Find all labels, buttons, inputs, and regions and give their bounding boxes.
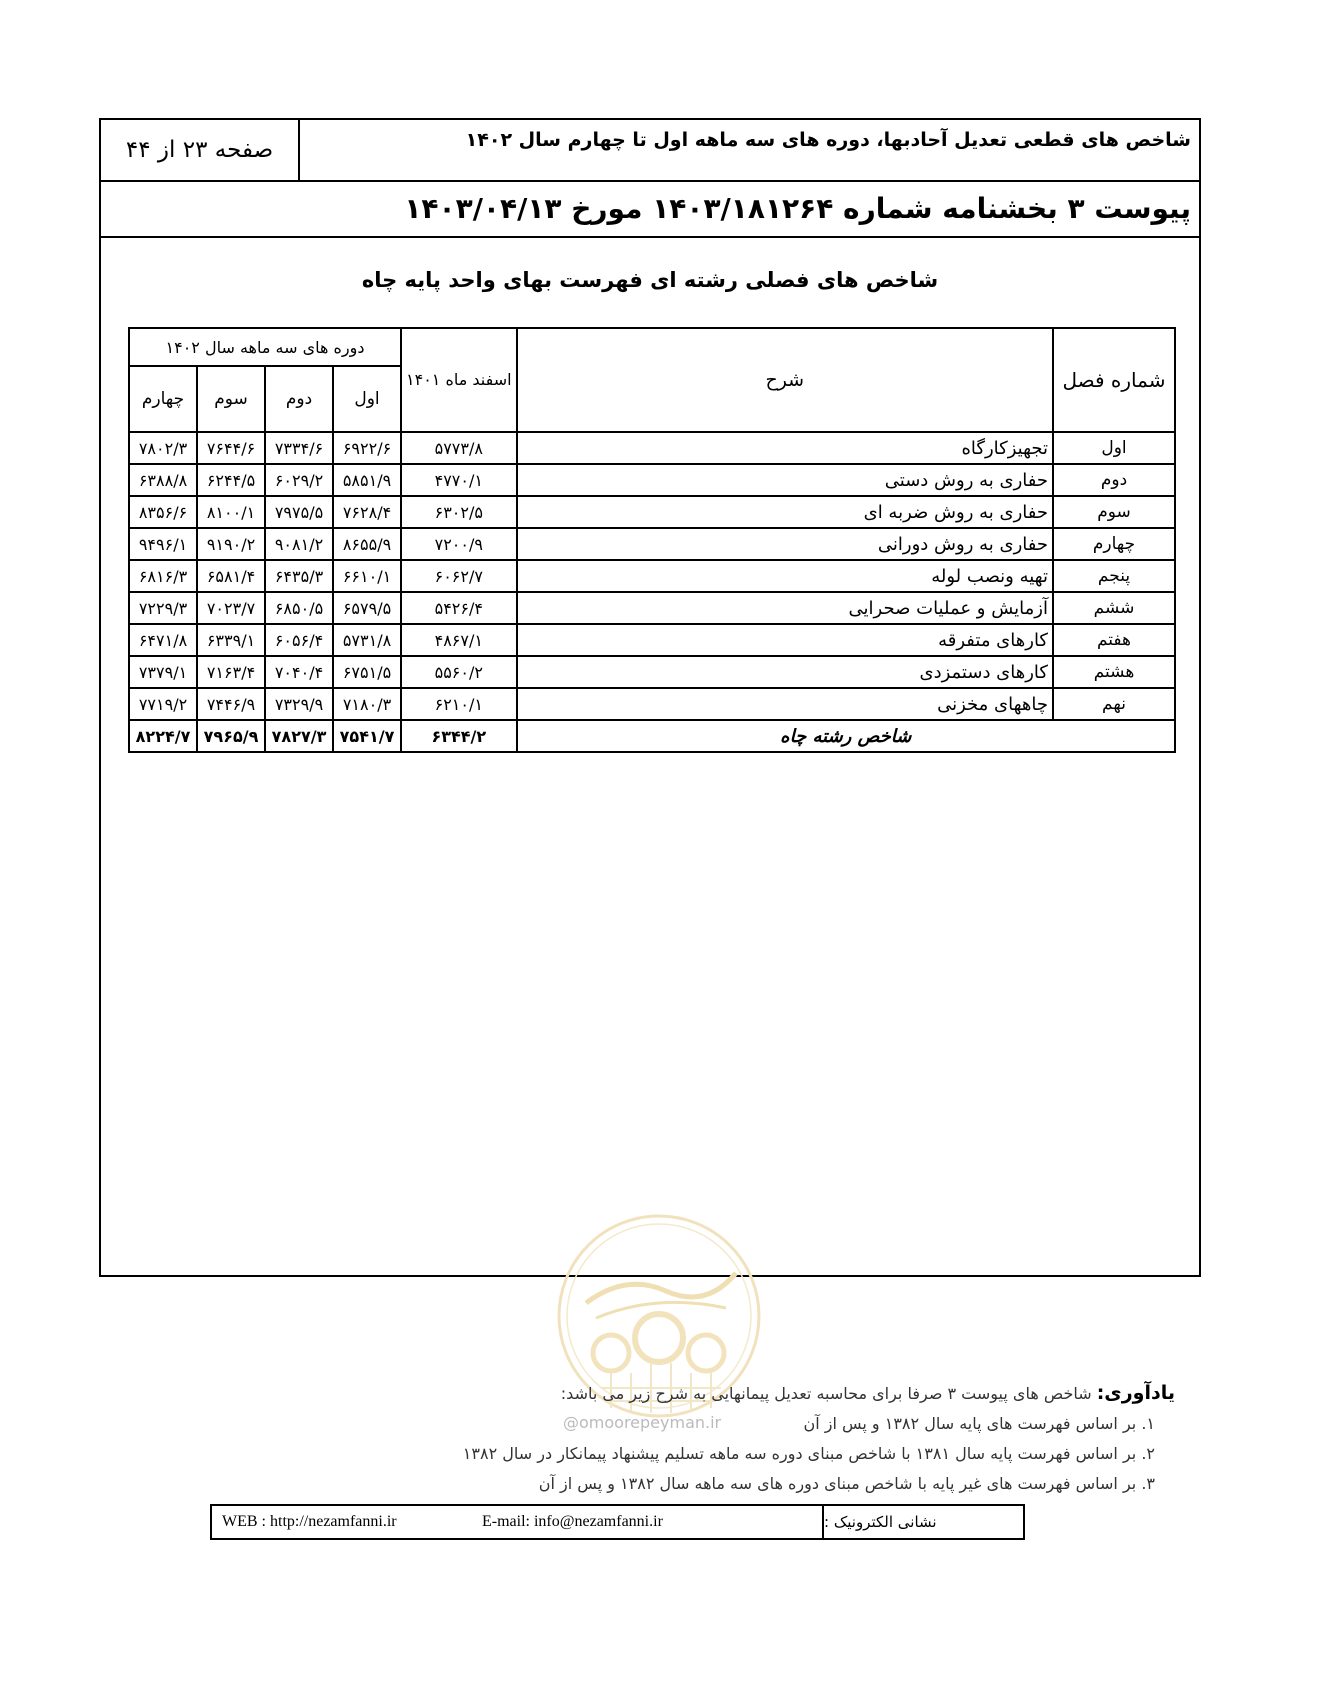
cell-quarter: ۶۷۵۱/۵ [333,656,401,688]
footer-web: WEB : http://nezamfanni.ir [222,1513,397,1530]
cell-quarter: ۶۸۵۰/۵ [265,592,333,624]
table-row [129,624,1175,656]
col-chapter-header: شماره فصل [1053,328,1175,432]
cell-quarter: ۹۱۹۰/۲ [197,528,265,560]
col-description-header: شرح [517,328,1053,432]
note-item: ۱. بر اساس فهرست های پایه سال ۱۳۸۲ و پس از آن [803,1414,1155,1433]
cell-description: تهیه ونصب لوله [517,560,1053,592]
notes-label: یادآوری: [1096,1382,1175,1404]
cell-quarter: ۸۶۵۵/۹ [333,528,401,560]
cell-description: کارهای متفرقه [517,624,1053,656]
cell-quarter: ۷۱۸۰/۳ [333,688,401,720]
total-label: شاخص رشته چاه [517,720,1175,752]
cell-chapter: سوم [1053,496,1175,528]
col-quarters-group-header: دوره های سه ماهه سال ۱۴۰۲ [129,328,401,366]
cell-description: حفاری به روش دستی [517,464,1053,496]
cell-quarter: ۶۳۳۹/۱ [197,624,265,656]
cell-quarter: ۷۳۳۴/۶ [265,432,333,464]
notes-intro: شاخص های پیوست ۳ صرفا برای محاسبه تعدیل پیمانهایی به شرح زیر می باشد: [560,1384,1092,1403]
cell-chapter: نهم [1053,688,1175,720]
cell-quarter: ۷۶۲۸/۴ [333,496,401,528]
cell-chapter: هفتم [1053,624,1175,656]
cell-quarter: ۶۴۳۵/۳ [265,560,333,592]
page-number: صفحه ۲۳ از ۴۴ [101,120,300,180]
cell-chapter: دوم [1053,464,1175,496]
cell-esfand: ۴۷۷۰/۱ [401,464,517,496]
cell-esfand: ۵۵۶۰/۲ [401,656,517,688]
cell-quarter: ۷۵۴۱/۷ [333,720,401,752]
cell-chapter: چهارم [1053,528,1175,560]
table-row [129,528,1175,560]
col-quarter-header: اول [333,366,401,432]
cell-quarter: ۶۹۲۲/۶ [333,432,401,464]
cell-quarter: ۵۷۳۱/۸ [333,624,401,656]
cell-quarter: ۷۷۱۹/۲ [129,688,197,720]
cell-description: تجهیزکارگاه [517,432,1053,464]
notes-block [275,1378,1175,1499]
index-table [128,327,1176,753]
notes-intro-line [275,1378,1175,1409]
cell-chapter: اول [1053,432,1175,464]
cell-quarter: ۸۲۲۴/۷ [129,720,197,752]
cell-description: چاههای مخزنی [517,688,1053,720]
cell-chapter: هشتم [1053,656,1175,688]
footer-email: E-mail: info@nezamfanni.ir [482,1513,663,1530]
table-row [129,688,1175,720]
cell-quarter: ۸۱۰۰/۱ [197,496,265,528]
cell-esfand: ۶۰۶۲/۷ [401,560,517,592]
cell-quarter: ۷۱۶۳/۴ [197,656,265,688]
cell-description: حفاری به روش ضربه ای [517,496,1053,528]
cell-quarter: ۶۰۵۶/۴ [265,624,333,656]
cell-esfand: ۵۴۲۶/۴ [401,592,517,624]
cell-quarter: ۶۳۸۸/۸ [129,464,197,496]
cell-quarter: ۶۴۷۱/۸ [129,624,197,656]
cell-quarter: ۶۵۸۱/۴ [197,560,265,592]
cell-quarter: ۷۸۲۷/۳ [265,720,333,752]
cell-quarter: ۷۴۴۶/۹ [197,688,265,720]
cell-chapter: پنجم [1053,560,1175,592]
cell-description: کارهای دستمزدی [517,656,1053,688]
cell-quarter: ۷۰۴۰/۴ [265,656,333,688]
document-title: شاخص های قطعی تعدیل آحادبها، دوره های سه ماهه اول تا چهارم سال ۱۴۰۲ [465,129,1191,151]
cell-quarter: ۶۲۴۴/۵ [197,464,265,496]
col-quarter-header: سوم [197,366,265,432]
table-row [129,656,1175,688]
section-title: شاخص های فصلی رشته ای فهرست بهای واحد پایه چاه [361,268,939,292]
cell-quarter: ۷۲۲۹/۳ [129,592,197,624]
col-esfand-header: اسفند ماه ۱۴۰۱ [401,328,517,432]
table-row [129,464,1175,496]
cell-quarter: ۷۸۰۲/۳ [129,432,197,464]
cell-quarter: ۷۹۷۵/۵ [265,496,333,528]
col-quarter-header: چهارم [129,366,197,432]
table-row [129,560,1175,592]
cell-esfand: ۶۳۰۲/۵ [401,496,517,528]
cell-quarter: ۶۸۱۶/۳ [129,560,197,592]
page-frame [99,118,1201,1277]
cell-description: آزمایش و عملیات صحرایی [517,592,1053,624]
cell-quarter: ۹۰۸۱/۲ [265,528,333,560]
cell-esfand: ۷۲۰۰/۹ [401,528,517,560]
cell-quarter: ۶۵۷۹/۵ [333,592,401,624]
cell-quarter: ۷۳۷۹/۱ [129,656,197,688]
cell-esfand: ۶۳۴۴/۲ [401,720,517,752]
cell-description: حفاری به روش دورانی [517,528,1053,560]
watermark-url: @omoorepeyman.ir [563,1413,722,1432]
cell-esfand: ۵۷۷۳/۸ [401,432,517,464]
note-item: ۲. بر اساس فهرست پایه سال ۱۳۸۱ با شاخص مبنای دوره سه ماهه تسلیم پیشنهاد پیمانکار در سال ۱۳۸۲ [462,1444,1155,1463]
footer-label: نشانی الکترونیک : [822,1506,1023,1538]
cell-quarter: ۶۰۲۹/۲ [265,464,333,496]
cell-esfand: ۶۲۱۰/۱ [401,688,517,720]
cell-quarter: ۷۹۶۵/۹ [197,720,265,752]
cell-quarter: ۷۳۲۹/۹ [265,688,333,720]
cell-esfand: ۴۸۶۷/۱ [401,624,517,656]
table-row [129,496,1175,528]
table-row [129,432,1175,464]
header-row [101,120,1199,182]
col-quarter-header: دوم [265,366,333,432]
table-row [129,592,1175,624]
cell-quarter: ۷۶۴۴/۶ [197,432,265,464]
cell-quarter: ۹۴۹۶/۱ [129,528,197,560]
cell-chapter: ششم [1053,592,1175,624]
cell-quarter: ۷۰۲۳/۷ [197,592,265,624]
cell-quarter: ۸۳۵۶/۶ [129,496,197,528]
cell-quarter: ۶۶۱۰/۱ [333,560,401,592]
note-item: ۳. بر اساس فهرست های غیر پایه با شاخص مبنای دوره های سه ماهه سال ۱۳۸۲ و پس از آن [538,1474,1155,1493]
appendix-title: پیوست ۳ بخشنامه شماره ۱۴۰۳/۱۸۱۲۶۴ مورخ ۱۴۰۳/۰۴/۱۳ [101,180,1199,238]
total-row [129,720,1175,752]
footer-box [210,1504,1025,1540]
cell-quarter: ۵۸۵۱/۹ [333,464,401,496]
